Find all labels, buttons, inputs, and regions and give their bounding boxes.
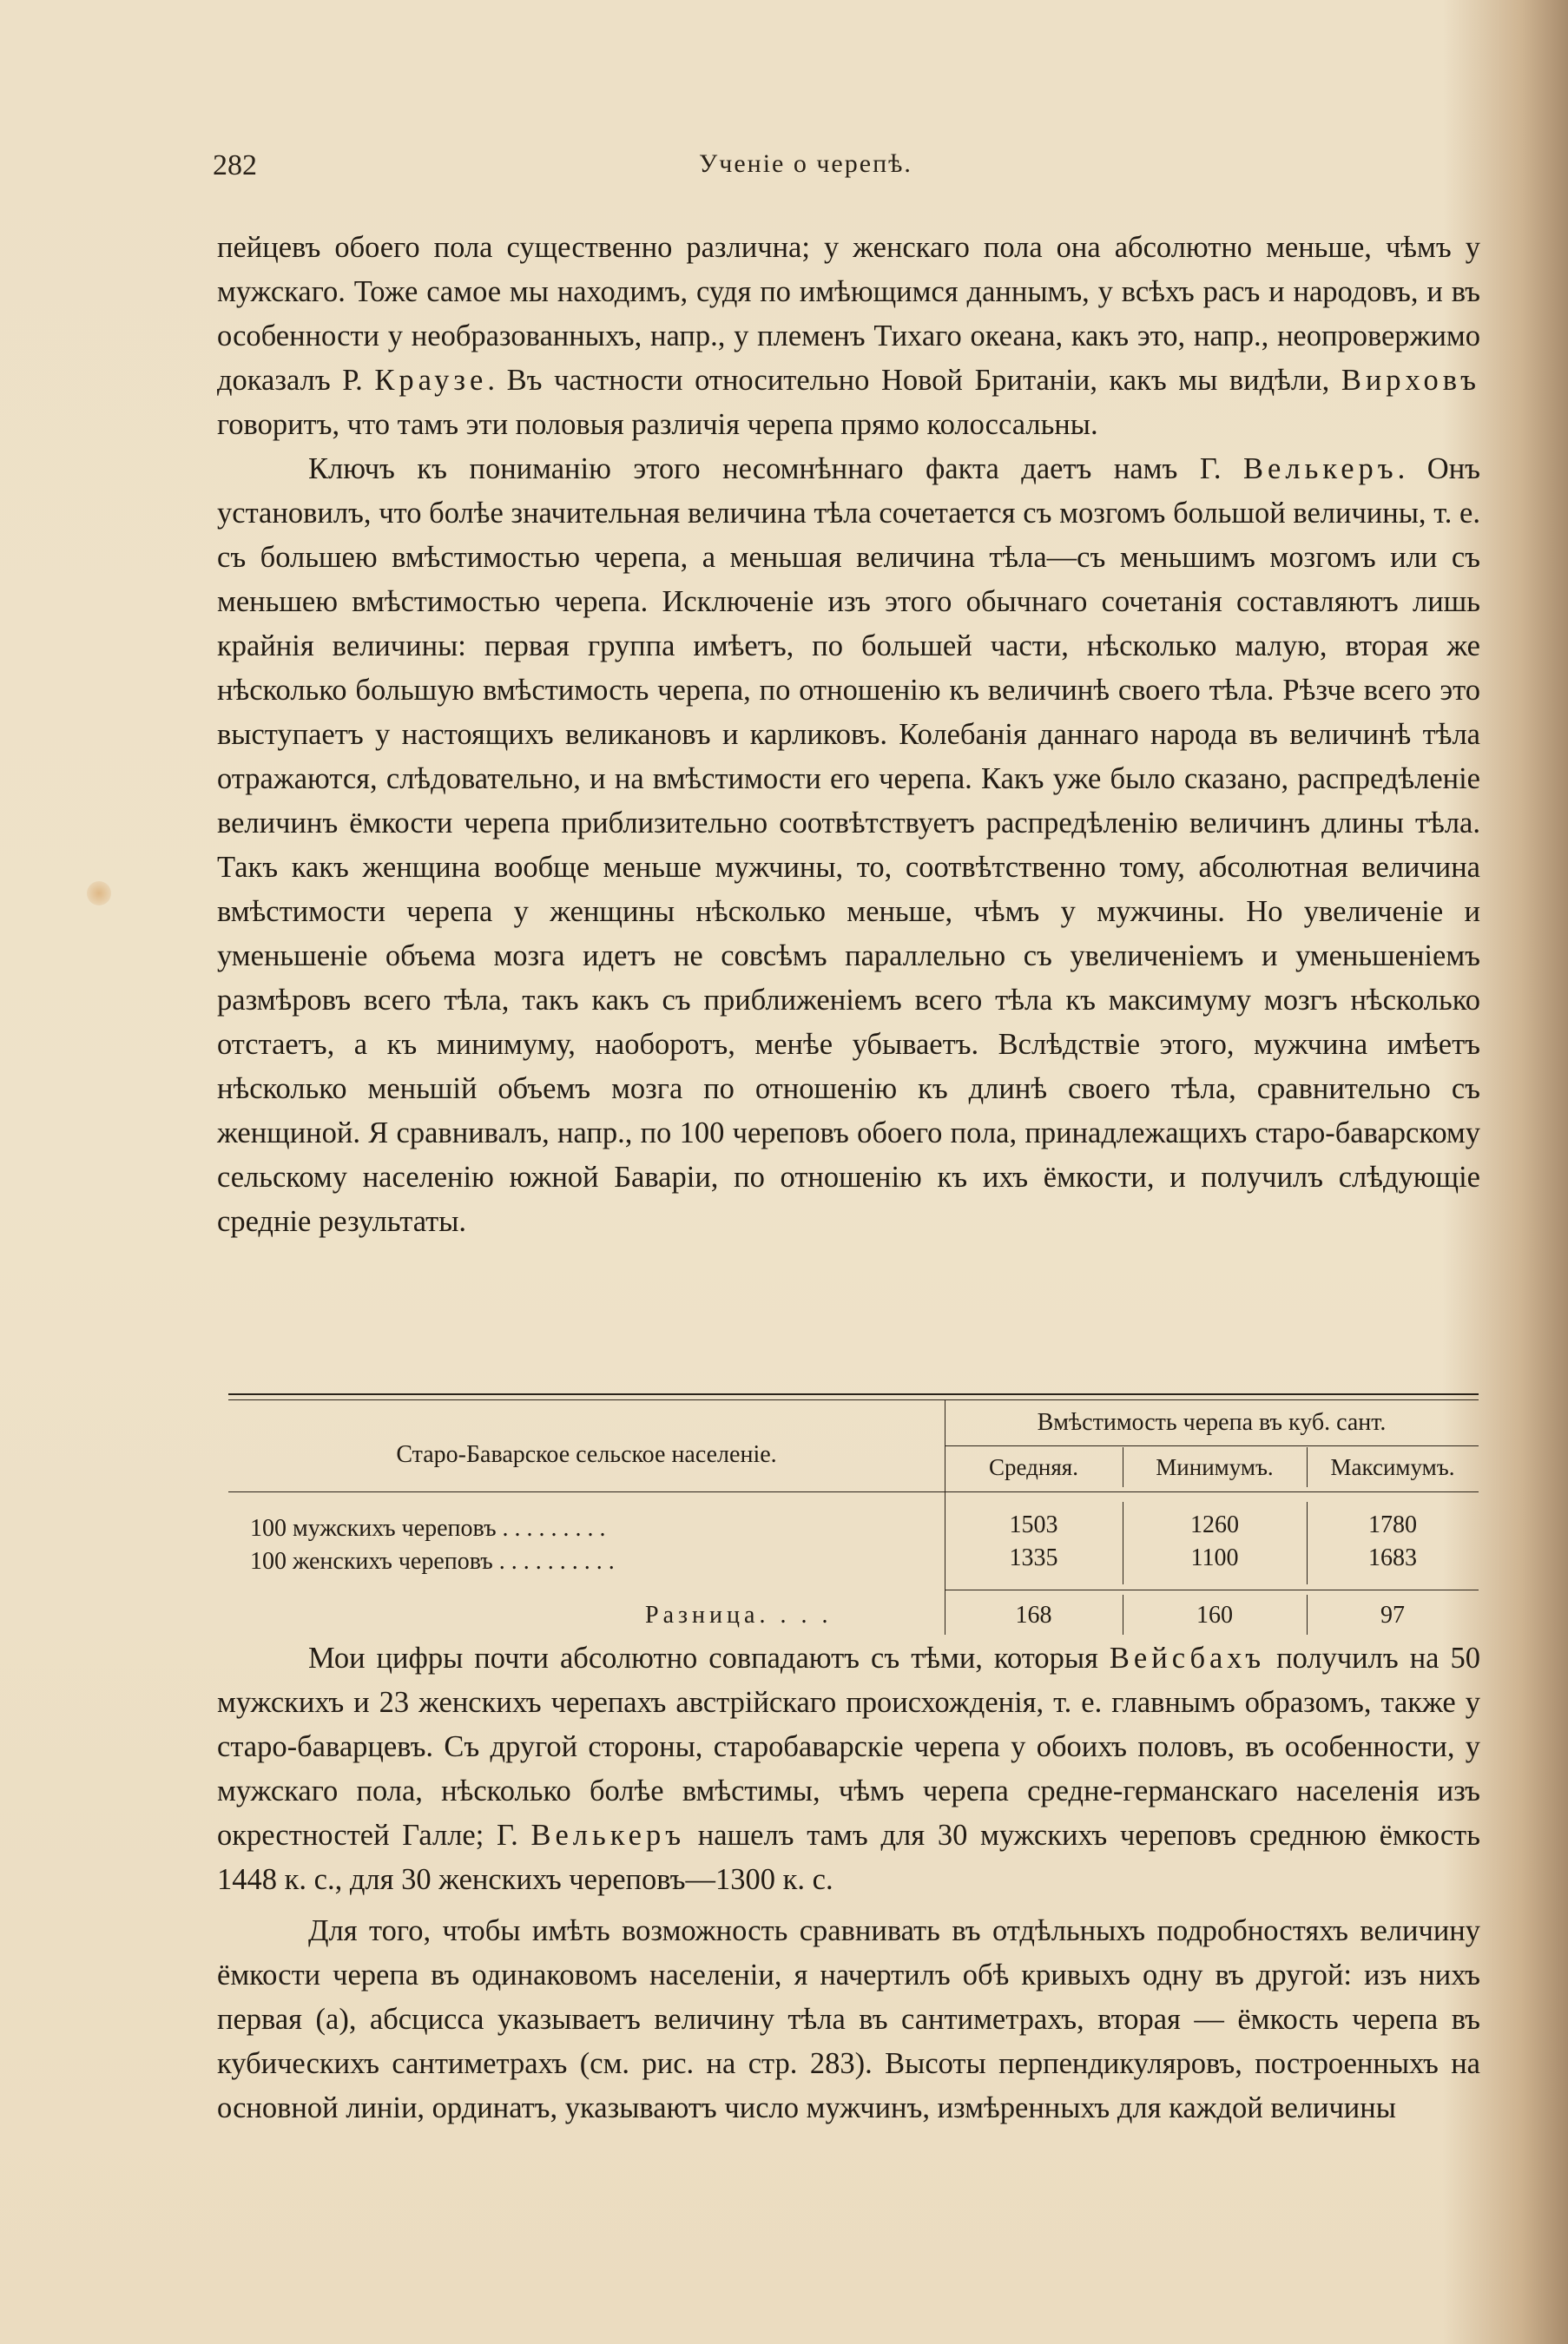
capacity-table [228,1393,1479,1636]
text-run: нашелъ тамъ для 30 мужскихъ череповъ среднюю ёмкость 1448 к. с., для 30 женскихъ череповъ—1300 к. с. [217,1819,1480,1896]
difference-cell: 168 [1015,1602,1052,1629]
column-header-mean: Средняя. [989,1454,1078,1480]
text-run: . Онъ установилъ, что болѣе значительная величина тѣла сочетается съ мозгомъ большой величины, т. е. съ большею вмѣстимостью черепа, а меньшая величина тѣла—съ меньшимъ мозгомъ или съ меньшею вмѣстимостью черепа. Исключеніе изъ этого обычнаго сочетанія составляютъ лишь крайнія величины: первая группа имѣетъ, по большей части, нѣсколько малую, вторая же нѣсколько большую вмѣстимость черепа, по отношенію къ величинѣ своего тѣла. Рѣзче всего это выступаетъ у настоящихъ великановъ и карликовъ. Колебанія даннаго народа въ величинѣ тѣла отражаются, слѣдовательно, и на вмѣстимости его черепа. Какъ уже было сказано, распредѣленіе величинъ ёмкости черепа приблизительно соотвѣтствуетъ распредѣленію величинъ длины тѣла. Такъ какъ женщина вообще меньше мужчины, то, соотвѣтственно тому, абсолютная величина вмѣстимости черепа у женщины нѣсколько меньше, чѣмъ у мужчины. Но увеличеніе и уменьшеніе объема мозга идетъ не совсѣмъ параллельно съ увеличеніемъ и уменьшеніемъ размѣровъ всего тѣла, такъ какъ съ приближеніемъ всего тѣла къ максимуму мозгъ нѣсколько отстаетъ, а къ минимуму, наоборотъ, менѣе убываетъ. Вслѣдствіе этого, мужчина имѣетъ нѣсколько меньшій объемъ мозга по отношенію къ длинѣ своего тѣла, сравнительно съ женщиной. Я сравнивалъ, напр., по 100 череповъ обоего пола, принадлежащихъ старо-баварскому сельскому населенію южной Баваріи, по отношенію къ ихъ ёмкости, и получилъ слѣдующіе средніе результаты. [217,452,1480,1238]
text-run: . Въ частности относительно Новой Британіи, какъ мы видѣли, [487,364,1341,397]
text-run: пейцевъ обоего пола существенно различна; у женскаго пола она абсолютно меньше, чѣмъ у мужскаго. Тоже самое мы находимъ, судя по имѣющимся даннымъ, у всѣхъ расъ и народовъ, и въ особенности у необразованныхъ, напр., у племенъ Тихаго океана, какъ это, напр., неопровержимо доказалъ Р. [217,231,1480,397]
text-run: получилъ на 50 мужскихъ и 23 женскихъ черепахъ австрійскаго происхожденія, т. е. главнымъ образомъ, также у старо-баварцевъ. Съ другой стороны, старобаварскіе черепа у обоихъ половъ, въ особенности, у мужскаго пола, нѣсколько болѣе вмѣстимы, чѣмъ черепа средне-германскаго населенія изъ окрестностей Галле; Г. [217,1642,1480,1852]
table-cell: 1780 [1368,1511,1417,1538]
difference-cell: 160 [1196,1602,1233,1629]
text-run: Для того, чтобы имѣть возможность сравнивать въ отдѣльныхъ подробностяхъ величину ёмкости черепа въ одинаковомъ населеніи, я начертилъ обѣ кривыхъ одну въ другой: изъ нихъ первая (а), абсцисса указываетъ величину тѣла въ сантиметрахъ, вторая — ёмкость черепа въ кубическихъ сантиметрахъ (см. рис. на стр. 283). Высоты перпендикуляровъ, построенныхъ на основной линіи, ординатъ, указываютъ число мужчинъ, измѣренныхъ для каждой величины [217,1914,1480,2124]
column-header-min: Минимумъ. [1156,1454,1274,1480]
text-run: Ключъ къ пониманію этого несомнѣннаго факта даетъ намъ Г. [308,452,1244,485]
text-run: говоритъ, что тамъ эти половыя различія черепа прямо колоссальны. [217,408,1098,441]
paragraph [217,226,1480,447]
table-row-label: 100 мужскихъ череповъ . . . . . . . . . [250,1515,606,1542]
paragraph [217,447,1480,1244]
text-body-top [217,226,1480,1244]
table-cell: 1100 [1190,1544,1239,1571]
table-row-header: Старо-Баварское сельское населеніе. [396,1441,777,1468]
running-head [213,149,1480,193]
text-body-bottom [217,1636,1480,2137]
paper-stain [87,881,111,905]
table-cell: 1335 [1009,1544,1058,1571]
paragraph [217,1636,1480,1902]
text-run: Мои цифры почти абсолютно совпадаютъ съ тѣми, которыя [308,1642,1110,1675]
paragraph [217,1909,1480,2130]
spaced-name: Краузе [374,364,488,397]
difference-cell: 97 [1380,1602,1405,1629]
spaced-name: Вирховъ [1341,364,1481,397]
running-title: Ученіе о черепѣ. [699,149,912,178]
spaced-name: Велькеръ [530,1819,686,1852]
spaced-name: Вейсбахъ [1109,1642,1266,1675]
table-divider [228,1491,1479,1492]
spaced-name: Велькеръ [1243,452,1398,485]
column-header-max: Максимумъ. [1330,1454,1455,1480]
page-number: 282 [213,149,257,181]
table-cell: 1683 [1368,1544,1417,1571]
table-cell: 1503 [1009,1511,1058,1538]
table-row-label: 100 женскихъ череповъ . . . . . . . . . . [250,1548,615,1575]
table-divider [945,1445,1479,1446]
table-top-rule [228,1393,1479,1400]
table-cell: 1260 [1190,1511,1239,1538]
table-group-header: Вмѣстимость черепа въ куб. сант. [1037,1409,1387,1436]
difference-label: Разница. . . . [645,1602,833,1629]
